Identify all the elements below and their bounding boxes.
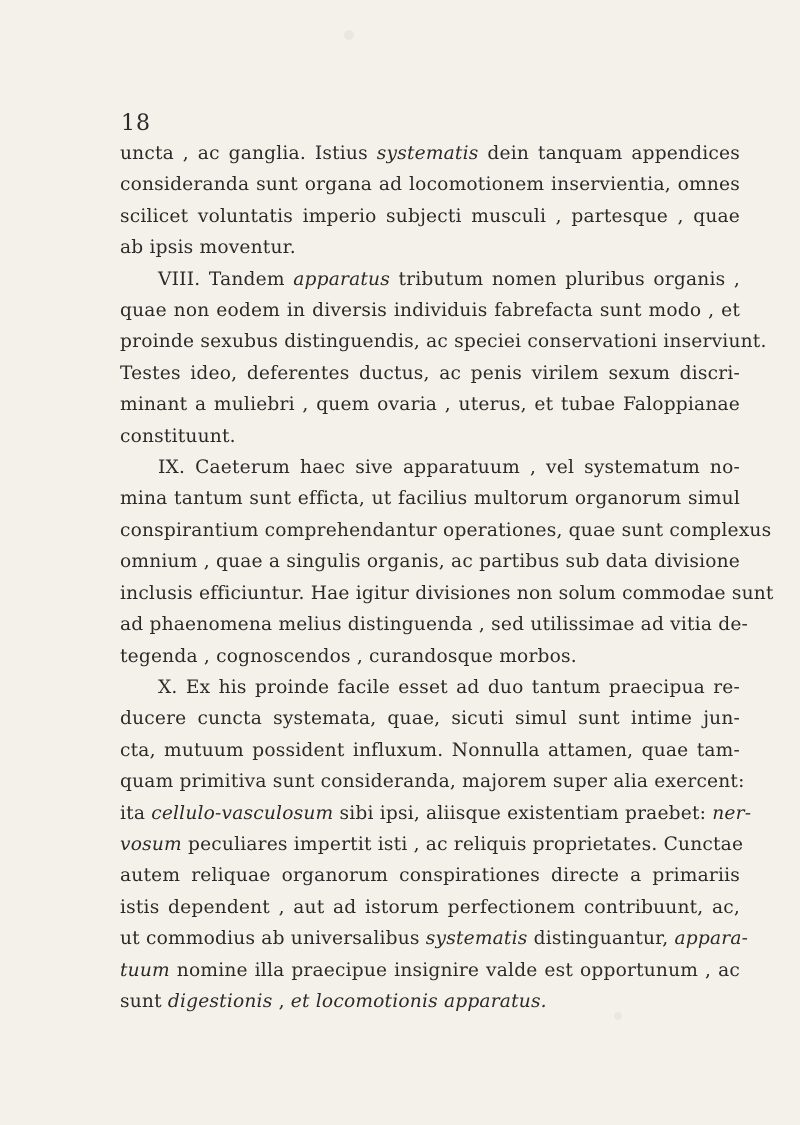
italic-text: ner- — [712, 802, 752, 824]
text-segment: scilicet voluntatis imperio subjecti musculi , partesque , quae — [120, 205, 740, 227]
text-line — [120, 515, 772, 546]
italic-text: vosum — [120, 833, 182, 855]
text-line — [120, 798, 752, 829]
text-line — [120, 923, 749, 954]
text-segment: cta, mutuum possident influxum. Nonnulla attamen, quae tam- — [120, 739, 740, 761]
text-segment: ducere cuncta systemata, quae, sicuti simul sunt intime jun- — [120, 708, 740, 730]
text-line — [120, 672, 740, 703]
text-line — [120, 421, 740, 452]
text-line — [120, 609, 749, 640]
text-segment: ad phaenomena melius distinguenda , sed utilissimae ad vitia de- — [120, 614, 749, 636]
italic-text: systematis — [425, 928, 528, 950]
text-line — [120, 389, 740, 420]
page-stain-top — [344, 30, 354, 40]
text-line — [120, 295, 740, 326]
text-segment: dein tanquam appendices — [478, 143, 740, 164]
text-line — [120, 829, 744, 860]
text-segment: constituunt. — [120, 425, 236, 447]
text-segment: ut commodius ab universalibus — [120, 928, 426, 950]
text-line — [120, 169, 740, 200]
text-segment: uncta , ac ganglia. Istius — [120, 143, 377, 164]
text-segment: ita — [120, 802, 152, 824]
text-segment: IX. Caeterum haec sive apparatuum , vel systematum no- — [158, 457, 740, 479]
text-segment: nomine illa praecipue insignire valde est opportunum , ac — [169, 959, 740, 981]
italic-text: appara- — [674, 928, 749, 950]
text-line — [120, 955, 740, 986]
text-segment: ab ipsis moventur. — [120, 237, 296, 259]
italic-text: et locomotionis apparatus. — [290, 990, 547, 1012]
italic-text: systematis — [376, 143, 479, 164]
text-line — [120, 264, 740, 295]
text-segment: minant a muliebri , quem ovaria , uterus, et tubae Faloppianae — [120, 394, 740, 416]
text-segment: Testes ideo, deferentes ductus, ac penis virilem sexum discri- — [120, 362, 740, 384]
italic-text: digestionis — [167, 990, 273, 1012]
text-line — [120, 326, 767, 357]
text-line — [120, 703, 740, 734]
text-segment: proinde sexubus distinguendis, ac speciei conservationi inserviunt. — [120, 331, 767, 353]
text-line — [120, 138, 740, 169]
text-segment: autem reliquae organorum conspirationes directe a primariis — [120, 865, 740, 887]
text-segment: , — [272, 990, 291, 1012]
text-segment: omnium , quae a singulis organis, ac partibus sub data divisione — [120, 551, 740, 573]
page-number: 18 — [121, 111, 151, 136]
text-line — [120, 860, 740, 891]
italic-text: tuum — [120, 959, 170, 981]
text-segment: conspirantium comprehendantur operationes, quae sunt complexus — [120, 519, 772, 541]
text-segment: distinguantur, — [527, 928, 675, 950]
text-segment: inclusis efficiuntur. Hae igitur divisiones non solum commodae sunt — [120, 582, 774, 604]
text-segment: VIII. Tandem — [158, 268, 294, 290]
text-segment: quam primitiva sunt consideranda, majorem super alia exercent: — [120, 771, 745, 793]
text-segment: consideranda sunt organa ad locomotionem inservientia, omnes — [120, 174, 740, 196]
text-segment: tegenda , cognoscendos , curandosque morbos. — [120, 645, 577, 667]
text-line — [120, 986, 740, 1017]
text-line — [120, 766, 745, 797]
text-segment: quae non eodem in diversis individuis fabrefacta sunt modo , et — [120, 300, 740, 322]
text-line — [120, 892, 740, 923]
italic-text: cellulo-vasculosum — [151, 802, 334, 824]
text-line — [120, 232, 740, 263]
text-segment: peculiares impertit isti , ac reliquis proprietates. Cunctae — [181, 833, 744, 855]
text-line — [120, 546, 740, 577]
text-segment: istis dependent , aut ad istorum perfectionem contribuunt, ac, — [120, 896, 740, 918]
text-line — [120, 483, 740, 514]
text-segment: tributum nomen pluribus organis , — [389, 268, 740, 290]
text-line — [120, 452, 740, 483]
text-line — [120, 578, 774, 609]
text-line — [120, 735, 740, 766]
text-line — [120, 358, 740, 389]
text-line — [120, 641, 740, 672]
text-line — [120, 201, 740, 232]
italic-text: apparatus — [293, 268, 390, 290]
body-text — [120, 138, 774, 1017]
text-segment: X. Ex his proinde facile esset ad duo tantum praecipua re- — [158, 676, 740, 698]
text-segment: mina tantum sunt efficta, ut facilius multorum organorum simul — [120, 488, 740, 510]
text-segment: sibi ipsi, aliisque existentiam praebet: — [333, 802, 713, 824]
text-segment: sunt — [120, 990, 168, 1012]
